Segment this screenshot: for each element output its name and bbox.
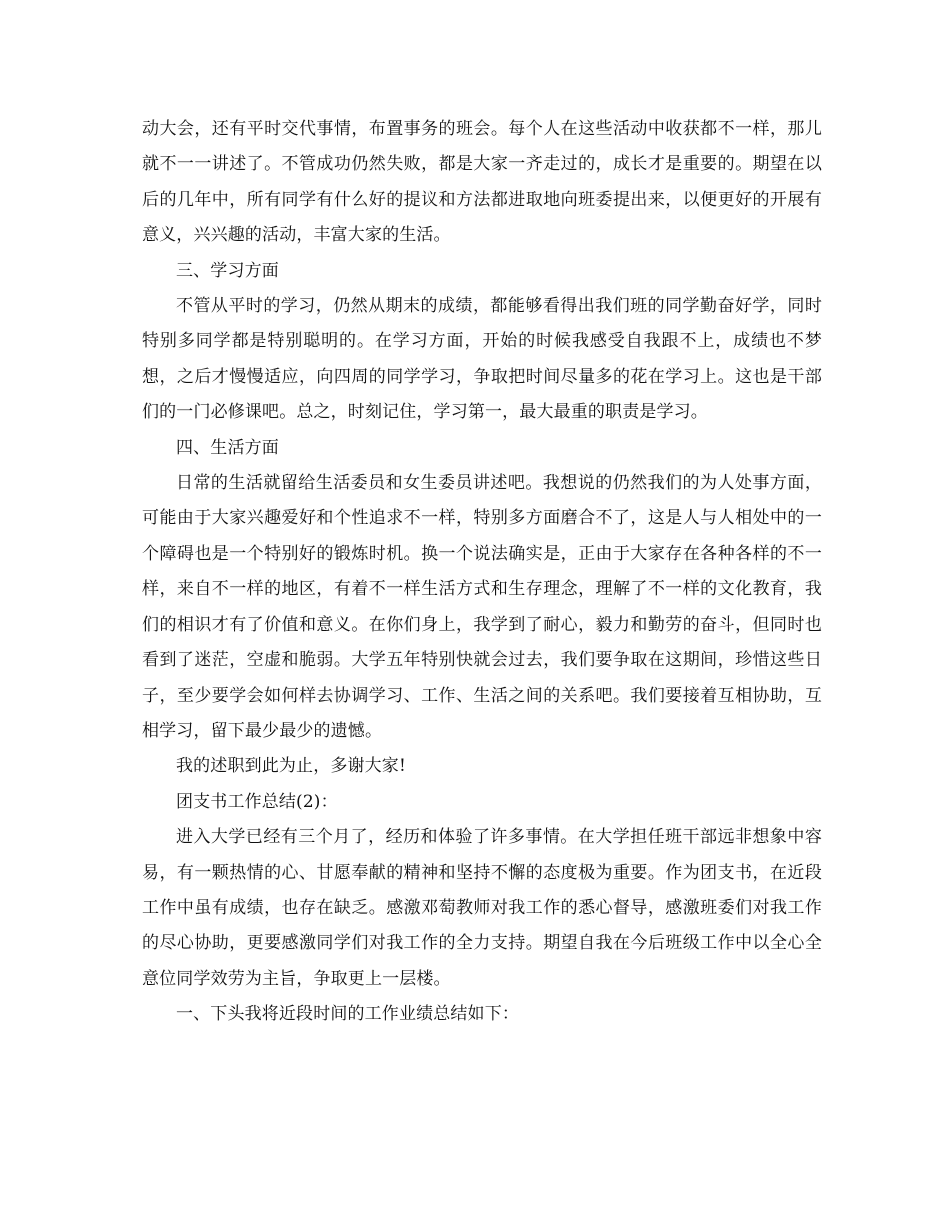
section-title-summary-2: 团支书工作总结(2)： [176,791,338,812]
closing-remark: 我的述职到此为止，多谢大家! [176,756,406,777]
paragraph-study: 不管从平时的学习，仍然从期末的成绩，都能够看得出我们班的同学勤奋好学，同时特别多同学都是特别聪明的。在学习方面，开始的时候我感受自我跟不上，成绩也不梦想，之后才慢慢适应，向四周的同学学习，争取把时间尽量多的花在学习上。这也是干部们的一门必修课吧。总之，时刻记住，学习第一，最大最重的职责是学习。 [142,296,822,423]
paragraph-life: 日常的生活就留给生活委员和女生委员讲述吧。我想说的仍然我们的为人处事方面，可能由于大家兴趣爱好和个性追求不一样，特别多方面磨合不了，这是人与人相处中的一个障碍也是一个特别好的锻炼时机。换一个说法确实是，正由于大家存在各种各样的不一样，来自不一样的地区，有着不一样生活方式和生存理念，理解了不一样的文化教育，我们的相识才有了价值和意义。在你们身上，我学到了耐心，毅力和勤劳的奋斗，但同时也看到了迷茫，空虚和脆弱。大学五年特别快就会过去，我们要争取在这期间，珍惜这些日子，至少要学会如何样去协调学习、工作、生活之间的关系吧。我们要接着互相协助，互相学习，留下最少最少的遗憾。 [142,473,822,741]
heading-work-summary: 一、下头我将近段时间的工作业绩总结如下： [176,1004,519,1025]
paragraph-introduction: 进入大学已经有三个月了，经历和体验了许多事情。在大学担任班干部远非想象中容易，有一颗热情的心、甘愿奉献的精神和坚持不懈的态度极为重要。作为团支书，在近段工作中虽有成绩，也存在缺乏。感激邓萄教师对我工作的悉心督导，感激班委们对我工作的尽心协助，更要感激同学们对我工作的全力支持。期望自我在今后班级工作中以全心全意位同学效劳为主旨，争取更上一层楼。 [142,827,822,989]
paragraph-continued-text: 动大会，还有平时交代事情，布置事务的班会。每个人在这些活动中收获都不一样，那儿就不一一讲述了。不管成功仍然失败，都是大家一齐走过的，成长才是重要的。期望在以后的几年中，所有同学有什么好的提议和方法都进取地向班委提出来，以便更好的开展有意义，兴兴趣的活动，丰富大家的生活。 [142,119,822,246]
heading-study: 三、学习方面 [176,260,279,281]
document-body [142,112,822,1033]
heading-life: 四、生活方面 [176,437,279,458]
